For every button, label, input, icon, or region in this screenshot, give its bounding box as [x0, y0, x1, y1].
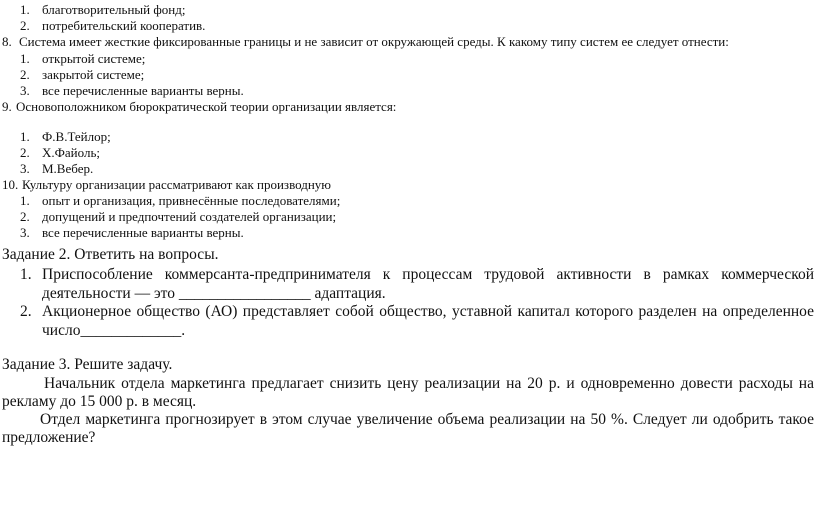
answer-option: Х.Файоль; [42, 145, 100, 160]
answer-option: все перечисленные варианты верны. [42, 225, 244, 240]
question-text: Основоположником бюрократической теории организации является: [16, 99, 397, 114]
answer-option: Ф.В.Тейлор; [42, 129, 111, 144]
answer-option: благотворительный фонд; [42, 2, 186, 17]
list-number: 2. [20, 67, 30, 82]
question-text: Культуру организации рассматривают как производную [22, 177, 332, 192]
list-number: 1. [20, 193, 30, 208]
answer-option: закрытой системе; [42, 67, 145, 82]
task-title: Задание 2. Ответить на вопросы. [2, 246, 219, 263]
task-paragraph-line: Отдел маркетинга прогнозирует в этом случае увеличение объема реализации на 50 %. Следует ли одобрить такое [40, 411, 814, 428]
answer-option: опыт и организация, привнесённые последователями; [42, 193, 341, 208]
task-question-line: деятельности — это _________________ адаптация. [42, 285, 386, 302]
list-number: 3. [20, 225, 30, 240]
list-number: 1. [20, 2, 30, 17]
answer-option: допущений и предпочтений создателей организации; [42, 209, 337, 224]
list-number: 2. [20, 303, 32, 320]
question-number: 10. [2, 177, 19, 192]
task-question-line: Приспособление коммерсанта-предпринимателя к процессам трудовой активности в рамках коммерческой [42, 266, 814, 283]
answer-option: потребительский кооператив. [42, 18, 206, 33]
task-paragraph-line: рекламу до 15 000 р. в месяц. [2, 393, 197, 410]
question-number: 8. [2, 34, 12, 49]
question-text: Система имеет жесткие фиксированные границы и не зависит от окружающей среды. К какому типу систем ее следует отнести: [19, 34, 729, 49]
task-question-line: число_____________. [42, 322, 186, 339]
question-number: 9. [2, 99, 12, 114]
task-paragraph-line: предложение? [2, 429, 96, 446]
list-number: 3. [20, 161, 30, 176]
list-number: 2. [20, 145, 30, 160]
list-number: 1. [20, 51, 30, 66]
task-title: Задание 3. Решите задачу. [2, 356, 173, 373]
list-number: 1. [20, 129, 30, 144]
list-number: 1. [20, 266, 32, 283]
answer-option: все перечисленные варианты верны. [42, 83, 244, 98]
answer-option: открытой системе; [42, 51, 146, 66]
list-number: 2. [20, 209, 30, 224]
task-question-line: Акционерное общество (АО) представляет собой общество, уставной капитал которого разделен на определенное [42, 303, 814, 320]
answer-option: М.Вебер. [42, 161, 94, 176]
list-number: 2. [20, 18, 30, 33]
list-number: 3. [20, 83, 30, 98]
task-paragraph-line: Начальник отдела маркетинга предлагает снизить цену реализации на 20 р. и одновременно довести расходы на [44, 375, 814, 392]
